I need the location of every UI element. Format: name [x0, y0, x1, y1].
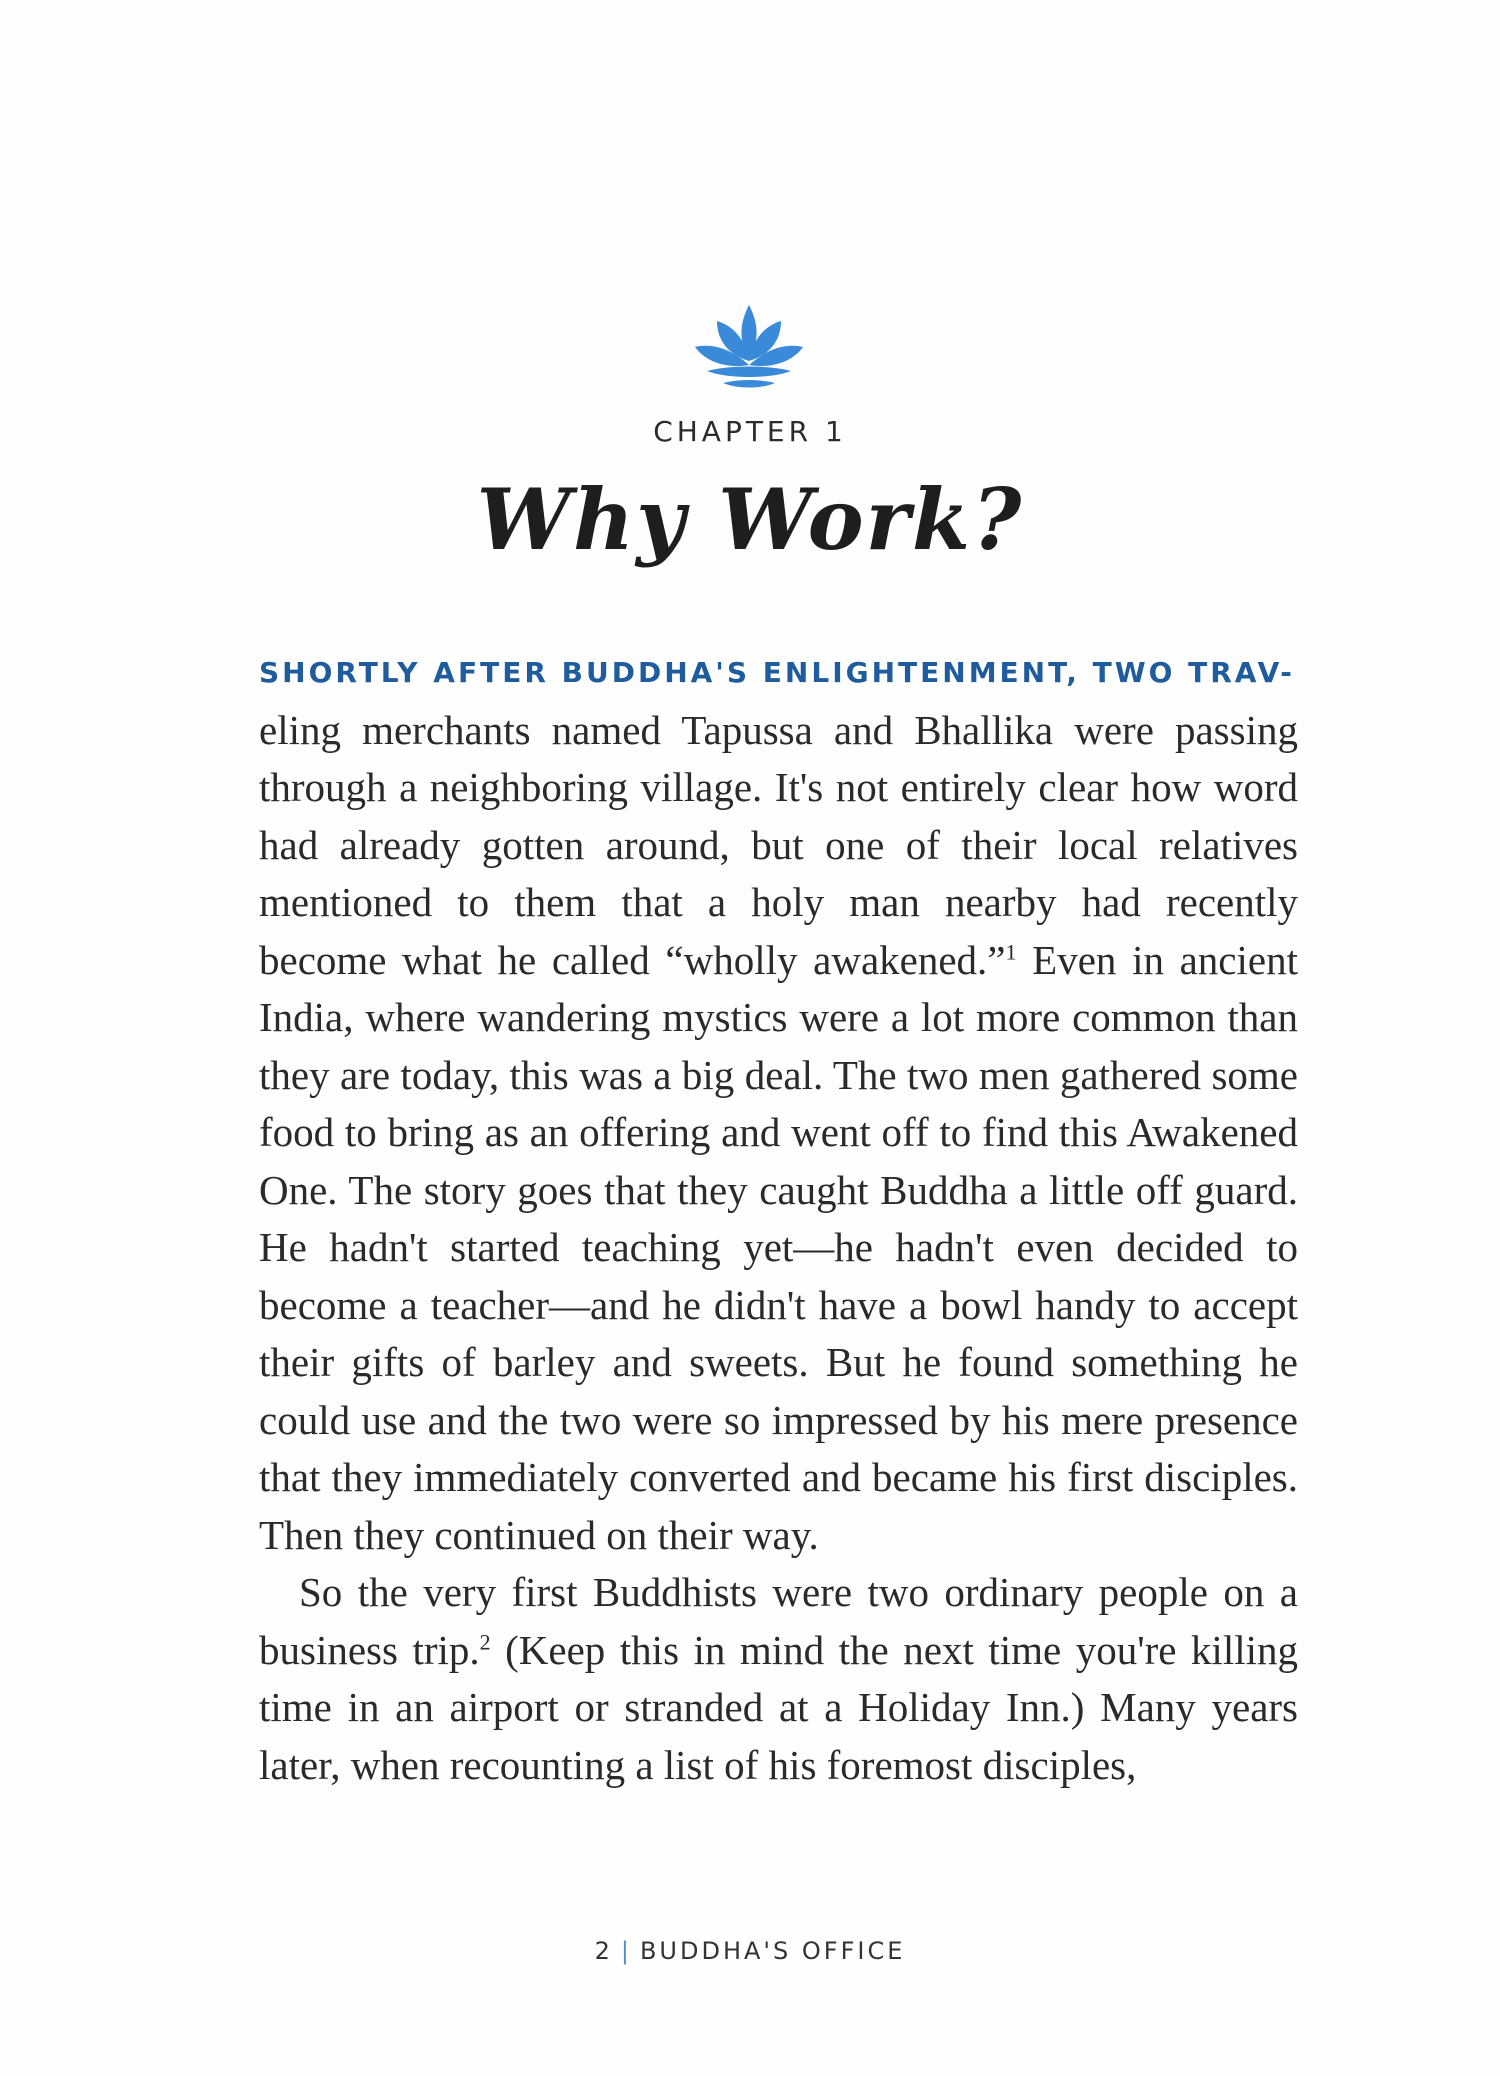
book-title: BUDDHA'S OFFICE — [639, 1937, 906, 1965]
paragraph-2-text-b: (Keep this in mind the next time you're killing time in an airport or stranded at a Holiday Inn.) Many years later, when recounting a list of his foremost disciples, — [259, 1626, 1298, 1788]
paragraph-1-text-b: Even in ancient India, where wandering mystics were a lot more common than they are today, this was a big deal. The two men gathered some food to bring as an offering and went off to find this Awakened One. The story goes that they caught Buddha a little off guard. He hadn't started teaching yet—he hadn't even decided to become a teacher—and he didn't have a bowl handy to accept their gifts of barley and sweets. But he found something he could use and the two were so impressed by his mere presence that they immediately converted and became his first disciples. Then they continued on their way. — [259, 936, 1298, 1558]
lotus-icon — [693, 303, 805, 403]
paragraph-1 — [259, 640, 1298, 1564]
chapter-label: CHAPTER 1 — [653, 415, 847, 448]
footnote-2: 2 — [479, 1628, 491, 1654]
page-footer — [0, 1937, 1500, 1965]
footnote-1: 1 — [1005, 938, 1017, 964]
body-text — [259, 640, 1298, 1794]
lead-in: SHORTLY AFTER BUDDHA'S ENLIGHTENMENT, TWO TRAV- — [259, 656, 1295, 689]
paragraph-2-text-a: So the very first Buddhists were two ordinary people on a business trip. — [259, 1569, 1298, 1673]
chapter-title: Why Work? — [476, 470, 1024, 569]
page-number: 2 — [594, 1937, 613, 1965]
footer-separator: | — [620, 1937, 632, 1965]
paragraph-1-text-a: eling merchants named Tapussa and Bhallika were passing through a neighboring village. It's not entirely clear how word had already gotten around, but one of their local relatives mentioned to them that a holy man nearby had recently become what he called “wholly awakened.” — [259, 706, 1298, 983]
paragraph-2 — [259, 1564, 1298, 1794]
